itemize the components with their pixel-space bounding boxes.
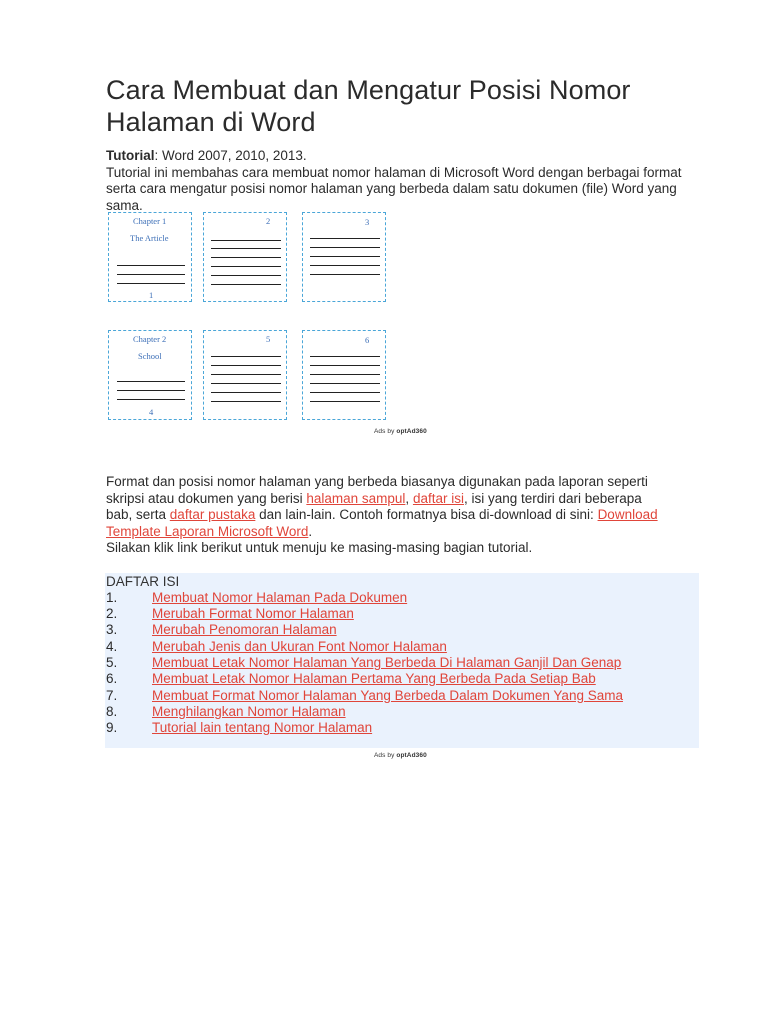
ads-prefix: Ads by bbox=[374, 752, 395, 759]
text-line bbox=[310, 247, 380, 248]
paragraph-text: dan lain-lain. Contoh formatnya bisa di-download di sini: bbox=[255, 507, 598, 522]
link-download-template[interactable]: Download Template Laporan Microsoft Word bbox=[106, 507, 658, 539]
toc-number: 7. bbox=[106, 688, 118, 703]
toc-number: 2. bbox=[106, 606, 118, 621]
toc-link-4[interactable]: Merubah Jenis dan Ukuran Font Nomor Halaman bbox=[152, 639, 447, 654]
toc-link-3[interactable]: Merubah Penomoran Halaman bbox=[152, 622, 337, 637]
toc-link-6[interactable]: Membuat Letak Nomor Halaman Pertama Yang Berbeda Pada Setiap Bab bbox=[152, 671, 596, 686]
text-line bbox=[310, 401, 380, 402]
page-title: Cara Membuat dan Mengatur Posisi Nomor Halaman di Word bbox=[106, 75, 631, 137]
text-line bbox=[211, 266, 281, 267]
thumb-3-top: 3 bbox=[365, 217, 370, 227]
paragraph-text: , isi yang terdiri dari beberapa bab, serta bbox=[106, 490, 642, 522]
text-line bbox=[310, 256, 380, 257]
page-thumb-6 bbox=[302, 330, 386, 420]
page-thumb-4 bbox=[108, 330, 192, 420]
toc-number: 3. bbox=[106, 622, 118, 637]
text-line bbox=[211, 392, 281, 393]
toc-link-9[interactable]: Tutorial lain tentang Nomor Halaman bbox=[152, 720, 373, 735]
text-line bbox=[310, 365, 380, 366]
thumb-1-top: Chapter 1 bbox=[133, 216, 167, 226]
text-line bbox=[211, 356, 281, 357]
ads-label-2[interactable] bbox=[374, 752, 427, 759]
link-daftar-pustaka[interactable]: daftar pustaka bbox=[169, 507, 256, 522]
text-line bbox=[310, 238, 380, 239]
text-line bbox=[310, 274, 380, 275]
text-line bbox=[211, 284, 281, 285]
body-paragraph bbox=[106, 474, 666, 557]
paragraph-instruction: Silakan klik link berikut untuk menuju ke masing-masing bagian tutorial. bbox=[106, 540, 533, 555]
text-line bbox=[211, 365, 281, 366]
link-halaman-sampul[interactable]: halaman sampul bbox=[306, 490, 406, 506]
toc-link-1[interactable]: Membuat Nomor Halaman Pada Dokumen bbox=[152, 590, 408, 605]
intro-versions: : Word 2007, 2010, 2013. bbox=[154, 148, 307, 163]
paragraph-text: Format dan posisi nomor halaman yang berbeda biasanya digunakan pada laporan seperti skripsi atau dokumen yang berisi bbox=[106, 474, 648, 506]
thumb-4-sub: School bbox=[138, 351, 162, 361]
text-line bbox=[117, 274, 185, 275]
text-line bbox=[117, 399, 185, 400]
page-thumb-3 bbox=[302, 212, 386, 302]
text-line bbox=[211, 374, 281, 375]
toc-number: 9. bbox=[106, 720, 118, 735]
toc-heading: DAFTAR ISI bbox=[106, 574, 180, 589]
intro-label: Tutorial bbox=[106, 148, 155, 163]
text-line bbox=[211, 248, 281, 249]
toc-number: 5. bbox=[106, 655, 118, 670]
intro-text: Tutorial ini membahas cara membuat nomor halaman di Microsoft Word dengan berbagai format serta cara mengatur posisi nomor halaman yang berbeda dalam satu dokumen (file) Word yang sama. bbox=[106, 164, 682, 213]
thumb-4-bottom: 4 bbox=[149, 407, 154, 417]
text-line bbox=[211, 257, 281, 258]
paragraph-text: , bbox=[405, 490, 413, 506]
text-line bbox=[117, 283, 185, 284]
toc-link-7[interactable]: Membuat Format Nomor Halaman Yang Berbeda Dalam Dokumen Yang Sama bbox=[152, 688, 623, 703]
thumb-6-top: 6 bbox=[365, 335, 370, 345]
toc-link-5[interactable]: Membuat Letak Nomor Halaman Yang Berbeda Di Halaman Ganjil Dan Genap bbox=[152, 655, 622, 670]
text-line bbox=[211, 275, 281, 276]
toc-number: 1. bbox=[106, 590, 118, 605]
toc-link-8[interactable]: Menghilangkan Nomor Halaman bbox=[152, 704, 346, 719]
ads-brand: optAd360 bbox=[396, 428, 427, 435]
text-line bbox=[211, 240, 281, 241]
thumb-5-top: 5 bbox=[266, 334, 271, 344]
link-daftar-isi[interactable]: daftar isi bbox=[412, 490, 464, 506]
toc-number: 6. bbox=[106, 671, 118, 686]
text-line bbox=[211, 401, 281, 402]
text-line bbox=[310, 392, 380, 393]
text-line bbox=[117, 265, 185, 266]
ads-brand: optAd360 bbox=[396, 752, 427, 759]
ads-label[interactable] bbox=[374, 428, 427, 435]
thumb-2-top: 2 bbox=[266, 216, 271, 226]
text-line bbox=[117, 381, 185, 382]
paragraph-text: . bbox=[308, 523, 313, 539]
text-line bbox=[117, 390, 185, 391]
table-of-contents bbox=[105, 573, 699, 748]
thumb-1-sub: The Article bbox=[130, 233, 169, 243]
toc-number: 8. bbox=[106, 704, 118, 719]
intro-block bbox=[106, 148, 706, 214]
text-line bbox=[211, 383, 281, 384]
text-line bbox=[310, 356, 380, 357]
thumb-4-top: Chapter 2 bbox=[133, 334, 167, 344]
toc-link-2[interactable]: Merubah Format Nomor Halaman bbox=[152, 606, 354, 621]
toc-number: 4. bbox=[106, 639, 118, 654]
page-thumb-5 bbox=[203, 330, 287, 420]
text-line bbox=[310, 374, 380, 375]
page-thumb-2 bbox=[203, 212, 287, 302]
page-thumb-1 bbox=[108, 212, 192, 302]
ads-prefix: Ads by bbox=[374, 428, 395, 435]
text-line bbox=[310, 383, 380, 384]
text-line bbox=[310, 265, 380, 266]
thumb-1-bottom: 1 bbox=[149, 290, 154, 300]
